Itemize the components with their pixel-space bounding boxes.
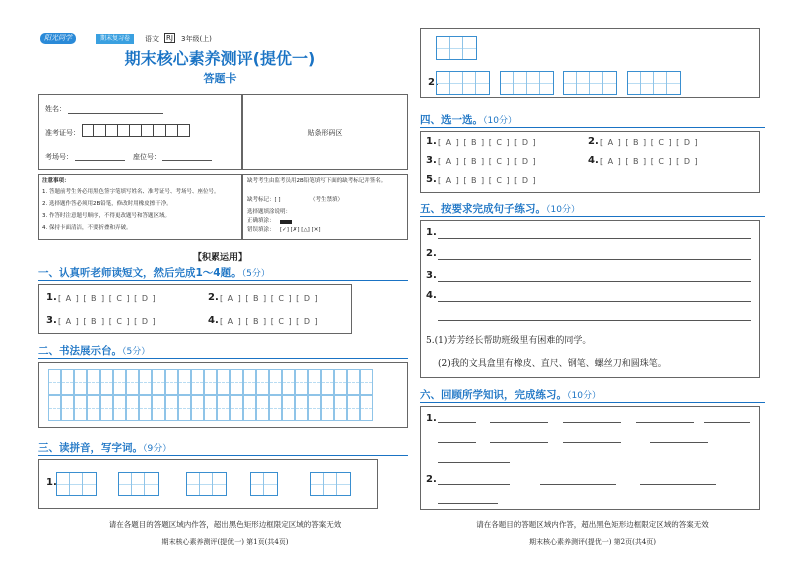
answer-line[interactable] bbox=[438, 462, 510, 463]
absent-text: 缺考考生由监考员用2B铅笔填写下面的缺考标记并签名。 bbox=[247, 178, 387, 184]
answer-line[interactable] bbox=[438, 422, 476, 423]
answer-line[interactable] bbox=[438, 281, 751, 282]
exam-no-label: 准考证号： bbox=[45, 129, 80, 137]
q5-box bbox=[420, 220, 760, 378]
note-item: 4. 保持卡面清洁，不要折叠和弄破。 bbox=[42, 225, 132, 231]
q4-num: 1. bbox=[426, 136, 437, 147]
answer-line[interactable] bbox=[490, 422, 548, 423]
q3-rule bbox=[38, 455, 408, 456]
absent-mark[interactable]: 缺考标记：[ ] bbox=[247, 197, 281, 203]
answer-line[interactable] bbox=[563, 442, 621, 443]
q5-sentence-1: 5.(1)芳芳经长帮助班级里有困难的同学。 bbox=[426, 336, 592, 346]
room-label: 考场号： bbox=[45, 153, 73, 161]
absent-note: （考生禁填） bbox=[310, 197, 344, 203]
q4-title: 四、选一选。（10分） bbox=[420, 114, 517, 126]
q5-title: 五、按要求完成句子练习。（10分） bbox=[420, 203, 580, 215]
q1-num: 4. bbox=[208, 315, 219, 326]
pinyin-box[interactable] bbox=[627, 71, 681, 95]
q3-title: 三、读拼音，写字词。（9分） bbox=[38, 442, 172, 454]
note-item: 3. 作答时注意题号顺序，不得更改题号和答题区域。 bbox=[42, 213, 170, 219]
answer-line[interactable] bbox=[636, 422, 694, 423]
q1-options[interactable]: [ A ] [ B ] [ C ] [ D ] bbox=[58, 317, 157, 326]
answer-line[interactable] bbox=[438, 238, 751, 239]
notes-title: 注意事项： bbox=[42, 178, 70, 184]
answer-line[interactable] bbox=[640, 484, 716, 485]
q4-num: 2. bbox=[588, 136, 599, 147]
q2-rule bbox=[38, 358, 408, 359]
q4-num: 5. bbox=[426, 174, 437, 185]
name-label: 姓名： bbox=[45, 105, 66, 113]
subject-label: 语文 bbox=[145, 35, 159, 43]
right-fill-sample bbox=[280, 220, 292, 224]
q1-options[interactable]: [ A ] [ B ] [ C ] [ D ] bbox=[220, 317, 319, 326]
q6-num: 2. bbox=[426, 474, 437, 485]
q1-num: 1. bbox=[46, 292, 57, 303]
q1-rule bbox=[38, 280, 408, 281]
q1-box bbox=[38, 284, 352, 334]
brand-logo: 阳光同学 bbox=[40, 33, 76, 44]
wrong-fill-label: 错误填涂： bbox=[247, 227, 275, 233]
pinyin-box[interactable] bbox=[310, 472, 351, 496]
q4-options[interactable]: [ A ] [ B ] [ C ] [ D ] bbox=[600, 157, 699, 166]
note-item: 2. 选择题作答必须用2B铅笔，修改时用橡皮擦干净。 bbox=[42, 201, 172, 207]
q1-title: 一、认真听老师读短文，然后完成1～4题。（5分） bbox=[38, 267, 270, 279]
answer-line[interactable] bbox=[438, 320, 751, 321]
q5-num: 3. bbox=[426, 270, 437, 281]
seat-field[interactable] bbox=[162, 160, 212, 161]
q4-options[interactable]: [ A ] [ B ] [ C ] [ D ] bbox=[438, 176, 537, 185]
q1-options[interactable]: [ A ] [ B ] [ C ] [ D ] bbox=[58, 294, 157, 303]
section-header: 【积累运用】 bbox=[192, 253, 247, 263]
answer-line[interactable] bbox=[563, 422, 621, 423]
answer-line[interactable] bbox=[438, 442, 476, 443]
footer-notice: 请在各题目的答题区域内作答，超出黑色矩形边框限定区域的答案无效 bbox=[476, 520, 709, 529]
q4-rule bbox=[420, 127, 765, 128]
pinyin-box[interactable] bbox=[56, 472, 97, 496]
q6-rule bbox=[420, 402, 765, 403]
exam-no-boxes[interactable] bbox=[82, 124, 190, 137]
name-field[interactable] bbox=[68, 113, 163, 114]
answer-line[interactable] bbox=[490, 442, 548, 443]
pinyin-box[interactable] bbox=[186, 472, 227, 496]
answer-line[interactable] bbox=[438, 484, 510, 485]
pinyin-box[interactable] bbox=[118, 472, 159, 496]
page-number: 期末核心素养测评(提优一) 第1页(共4页) bbox=[161, 538, 289, 546]
q4-num: 3. bbox=[426, 155, 437, 166]
note-item: 1. 答题前考生务必用黑色签字笔填写姓名、准考证号、考场号、座位号。 bbox=[42, 189, 220, 195]
q1-num: 2. bbox=[208, 292, 219, 303]
q5-num: 1. bbox=[426, 227, 437, 238]
q4-options[interactable]: [ A ] [ B ] [ C ] [ D ] bbox=[600, 138, 699, 147]
q3-num: 2. bbox=[428, 77, 439, 88]
pinyin-box[interactable] bbox=[436, 71, 490, 95]
writing-grid[interactable] bbox=[48, 395, 373, 421]
q4-options[interactable]: [ A ] [ B ] [ C ] [ D ] bbox=[438, 138, 537, 147]
edition-label: RJ bbox=[166, 34, 173, 42]
q3-num: 1. bbox=[46, 477, 57, 488]
pinyin-box[interactable] bbox=[250, 472, 278, 496]
pinyin-box[interactable] bbox=[563, 71, 617, 95]
answer-line[interactable] bbox=[540, 484, 616, 485]
page-title: 期末核心素养测评(提优一) bbox=[124, 49, 316, 68]
badge: 期末复习卷 bbox=[96, 34, 134, 44]
answer-line[interactable] bbox=[704, 422, 750, 423]
q5-rule bbox=[420, 216, 765, 217]
q6-num: 1. bbox=[426, 413, 437, 424]
footer-notice: 请在各题目的答题区域内作答，超出黑色矩形边框限定区域的答案无效 bbox=[108, 520, 342, 529]
grade-label: 3年级(上) bbox=[181, 35, 212, 43]
pinyin-box[interactable] bbox=[500, 71, 554, 95]
answer-line[interactable] bbox=[438, 301, 751, 302]
pinyin-box[interactable] bbox=[436, 36, 477, 60]
q1-options[interactable]: [ A ] [ B ] [ C ] [ D ] bbox=[220, 294, 319, 303]
answer-line[interactable] bbox=[650, 442, 708, 443]
q2-title: 二、书法展示台。（5分） bbox=[38, 345, 151, 357]
q6-title: 六、回顾所学知识，完成练习。（10分） bbox=[420, 389, 601, 401]
writing-grid[interactable] bbox=[48, 369, 373, 395]
q1-num: 3. bbox=[46, 315, 57, 326]
room-field[interactable] bbox=[75, 160, 125, 161]
answer-line[interactable] bbox=[438, 503, 498, 504]
page-number: 期末核心素养测评(提优一) 第2页(共4页) bbox=[528, 538, 657, 546]
answer-line[interactable] bbox=[438, 259, 751, 260]
right-fill-label: 正确填涂： bbox=[247, 218, 275, 224]
barcode-label: 贴条形码区 bbox=[307, 129, 343, 137]
wrong-fill-samples: [✓] [✗] [△] [✕] bbox=[280, 227, 321, 233]
q5-num: 4. bbox=[426, 290, 437, 301]
fill-guide: 选择题填涂说明： bbox=[247, 209, 292, 215]
page-subtitle: 答题卡 bbox=[203, 72, 237, 85]
q5-num: 2. bbox=[426, 248, 437, 259]
q4-options[interactable]: [ A ] [ B ] [ C ] [ D ] bbox=[438, 157, 537, 166]
q5-sentence-2: (2)我的文具盒里有橡皮、直尺、钢笔、螺丝刀和圆珠笔。 bbox=[438, 359, 667, 369]
seat-label: 座位号： bbox=[133, 153, 161, 161]
q4-num: 4. bbox=[588, 155, 599, 166]
